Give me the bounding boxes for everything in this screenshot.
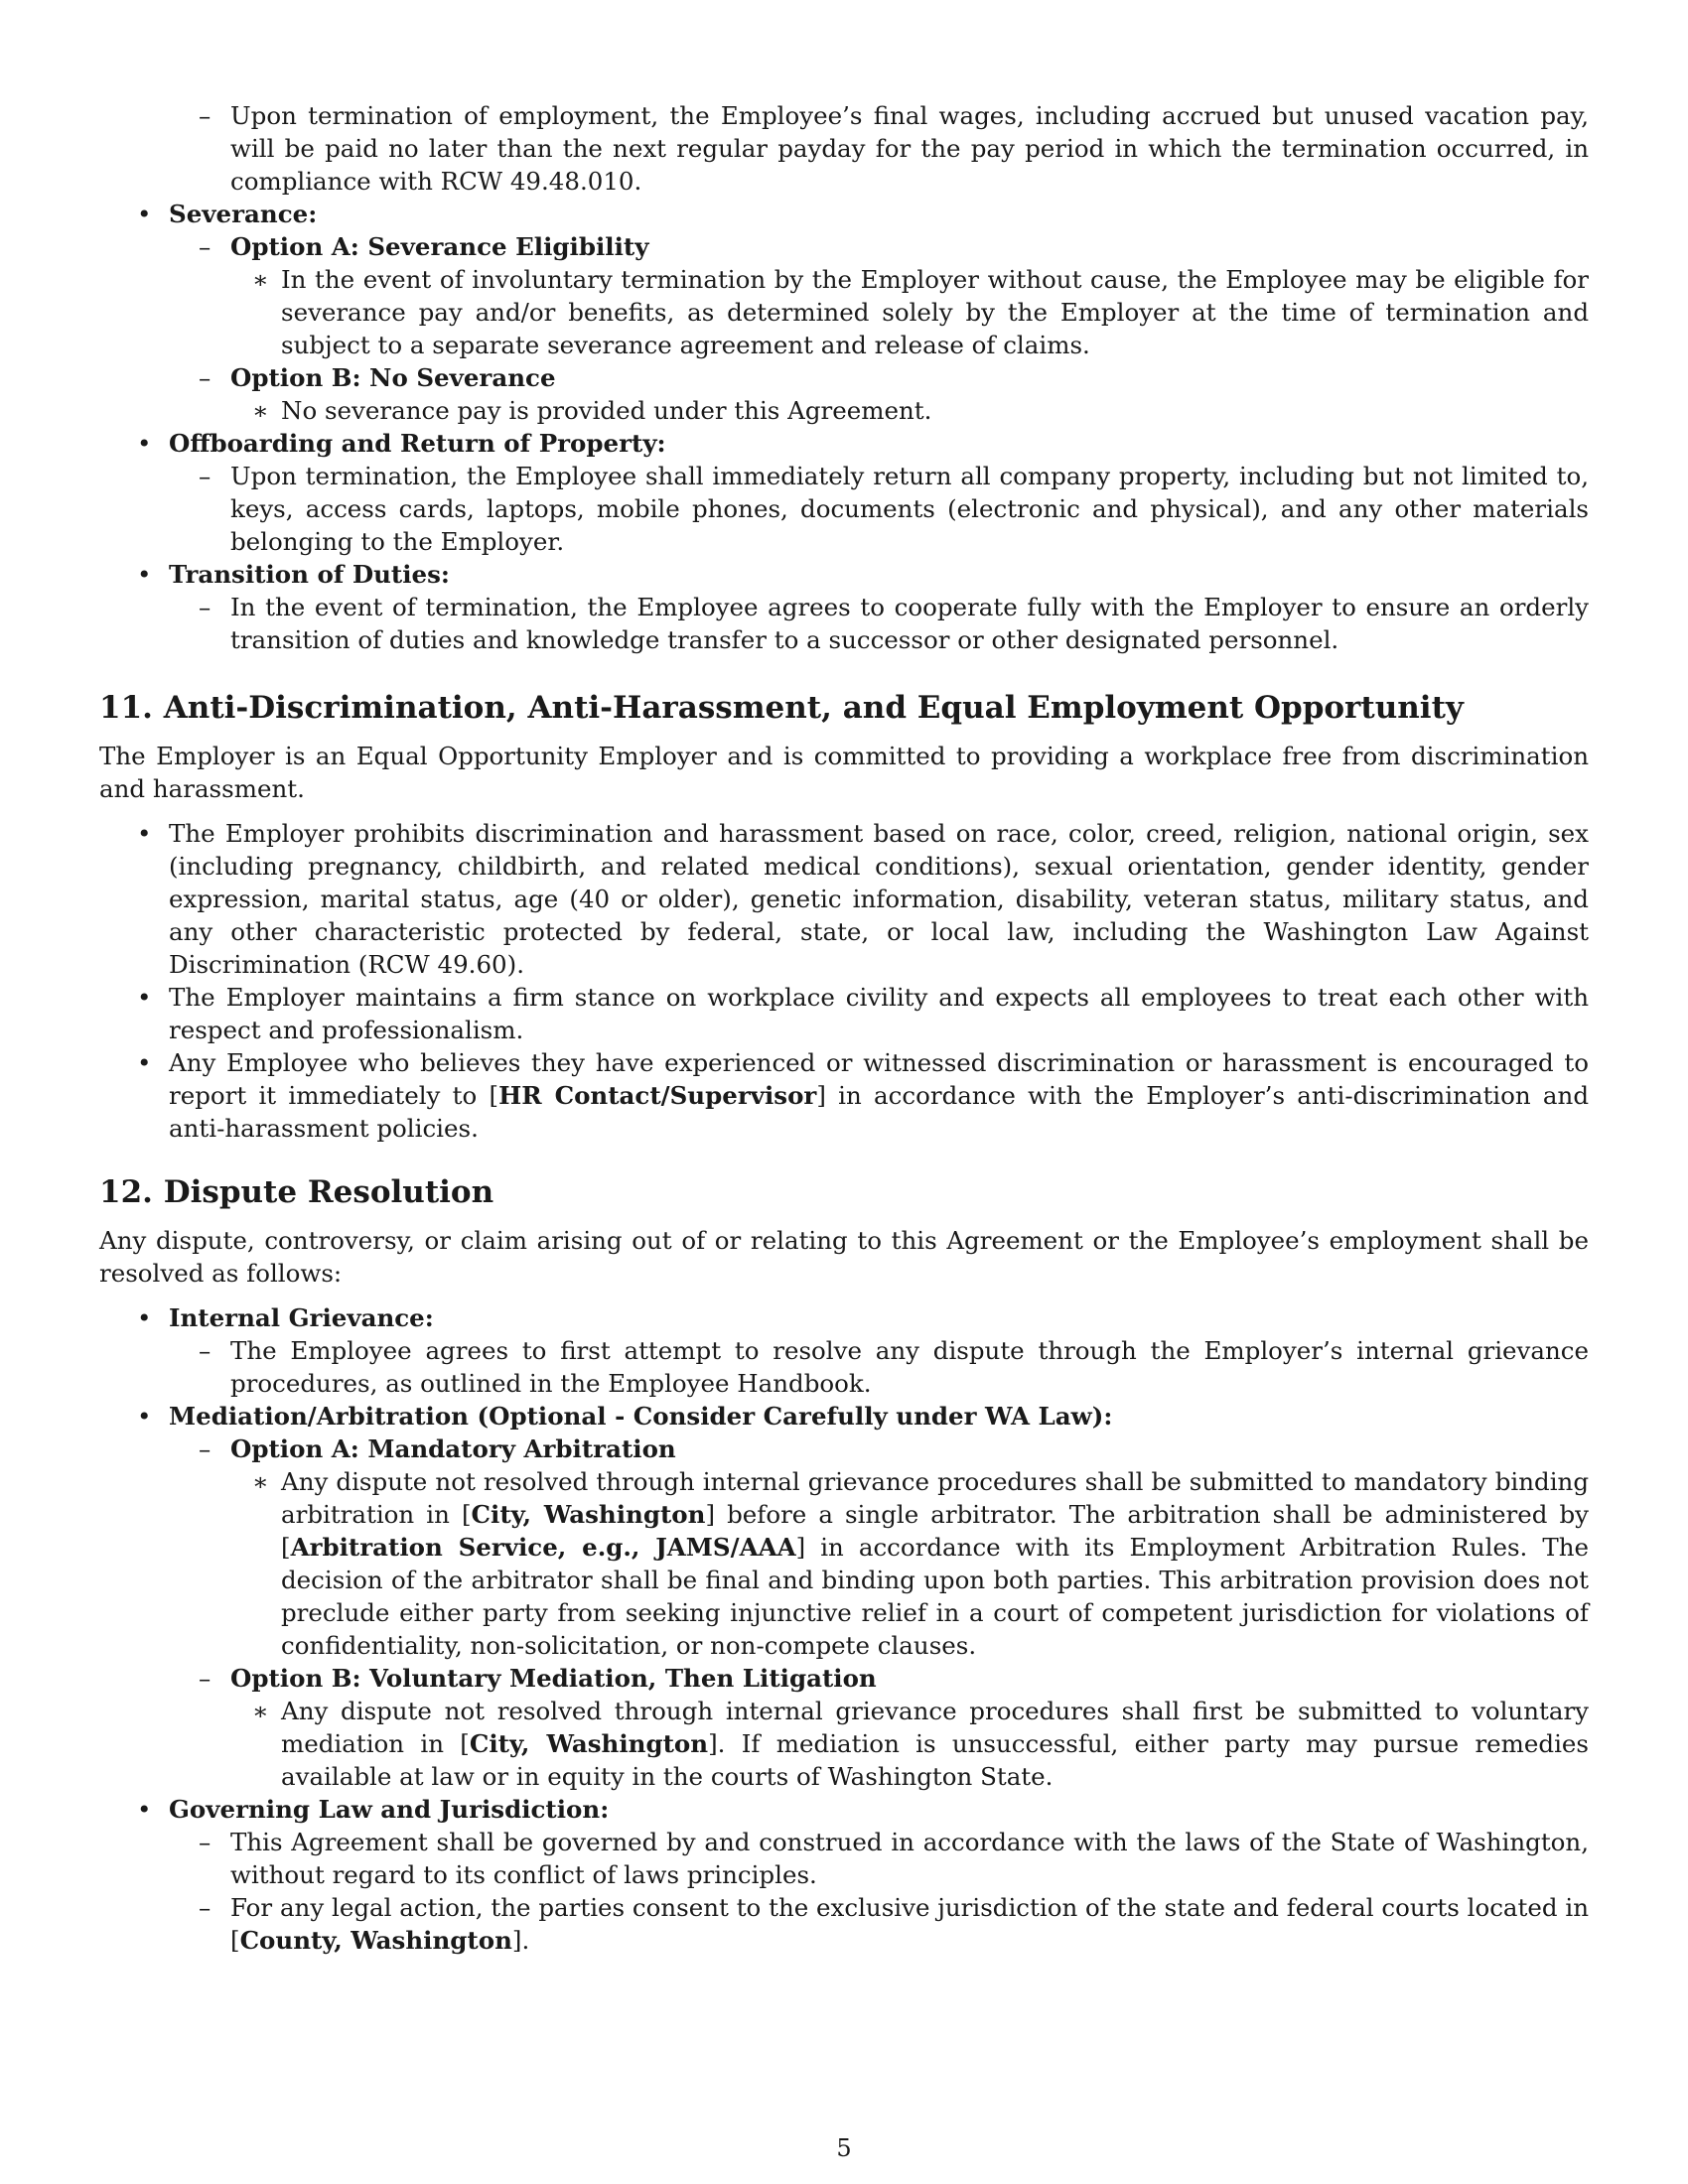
section-11-intro: The Employer is an Equal Opportunity Employer and is committed to providing a workplace free from discrimination and harassment. [99, 742, 1589, 803]
list-item: ∗ No severance pay is provided under this Agreement. [230, 394, 1589, 427]
list-item-governing-law: • Governing Law and Jurisdiction: – This Agreement shall be governed by and construed in accordance with the laws of the State of Washington, without regard to its conflict of laws principles. – For any legal action, the parties consent to the exclusive jurisdiction of the state and federal courts located in [County, Washington]. [99, 1793, 1589, 1957]
list-item: – Option A: Severance Eligibility ∗ In the event of involuntary termination by the Employer without cause, the Employee may be eligible for severance pay and/or benefits, as determined solely by the Employer at the time of termination and subject to a separate severance agreement and release of claims. [169, 230, 1589, 361]
list-item-mediation: • Mediation/Arbitration (Optional - Consider Carefully under WA Law): – Option A: Mandatory Arbitration ∗ Any dispute not resolved through internal grievance procedures shall be submitted to mandatory binding arbitration in [City, Washington] before a single arbitrator. The arbitration shall be administered by [Arbitration Service, e.g., JAMS/AAA] in accordance with its Employment Arbitration Rules. The decision of the arbitrator shall be final and binding upon both parties. This arbitration provision does not preclude either party from seeking injunctive relief in a court of competent jurisdiction for violations of confidentiality, non-solicitation, or non-compete clauses. – Option B: Voluntary Mediation, Then Litigation ∗ Any dispute not resolved through internal grievance procedures shall first be submitted to voluntary mediation in [City, Washington]. If mediation is unsuccessful, either party may pursue remedies available at law or in equity in the courts of Washington State. [99, 1400, 1589, 1793]
list-item: • The Employer prohibits discrimination and harassment based on race, color, creed, religion, national origin, sex (including pregnancy, childbirth, and related medical conditions), sexual orientation, gender identity, gender expression, marital status, age (40 or older), genetic information, disability, veteran status, military status, and any other characteristic protected by federal, state, or local law, including the Washington Law Against Discrimination (RCW 49.60). [99, 817, 1589, 981]
hr-contact-placeholder: HR Contact/Supervisor [498, 1081, 817, 1110]
list-item: • The Employer maintains a firm stance on workplace civility and expects all employees to treat each other with respect and professionalism. [99, 981, 1589, 1046]
list-item: ∗ Any dispute not resolved through internal grievance procedures shall first be submitted to voluntary mediation in [City, Washington]. If mediation is unsuccessful, either party may pursue remedies available at law or in equity in the courts of Washington State. [230, 1695, 1589, 1793]
page-number: 5 [836, 2134, 852, 2162]
list-item: – Upon termination, the Employee shall immediately return all company property, including but not limited to, keys, access cards, laptops, mobile phones, documents (electronic and physical), and any other materials belonging to the Employer. [169, 460, 1589, 558]
list-item: – In the event of termination, the Employee agrees to cooperate fully with the Employer to ensure an orderly transition of duties and knowledge transfer to a successor or other designated personnel. [169, 591, 1589, 656]
list-item-severance [99, 198, 1589, 427]
severance-label: Severance: [169, 200, 318, 228]
list-item: • Any Employee who believes they have experienced or witnessed discrimination or harassment is encouraged to report it immediately to [HR Contact/Supervisor] in accordance with the Employer’s anti-discrimination and anti-harassment policies. [99, 1046, 1589, 1145]
termination-list [99, 198, 1589, 656]
list-item-transition: • Transition of Duties: – In the event of termination, the Employee agrees to cooperate fully with the Employer to ensure an orderly transition of duties and knowledge transfer to a successor or other designated personnel. [99, 558, 1589, 656]
list-item-grievance: • Internal Grievance: – The Employee agrees to first attempt to resolve any dispute through the Employer’s internal grievance procedures, as outlined in the Employee Handbook. [99, 1301, 1589, 1400]
section-11-heading: 11. Anti-Discrimination, Anti-Harassment, and Equal Employment Opportunity [99, 690, 1464, 726]
section-12-intro: Any dispute, controversy, or claim arising out of or relating to this Agreement or the Employee’s employment shall be resolved as follows: [99, 1226, 1589, 1288]
arbitration-service-placeholder: Arbitration Service, e.g., JAMS/AAA [290, 1533, 796, 1562]
list-item: – For any legal action, the parties consent to the exclusive jurisdiction of the state and federal courts located in [County, Washington]. [169, 1891, 1589, 1957]
list-item-offboarding: • Offboarding and Return of Property: – Upon termination, the Employee shall immediately return all company property, including but not limited to, keys, access cards, laptops, mobile phones, documents (electronic and physical), and any other materials belonging to the Employer. [99, 427, 1589, 558]
list-item: – This Agreement shall be governed by and construed in accordance with the laws of the State of Washington, without regard to its conflict of laws principles. [169, 1826, 1589, 1891]
list-item: ∗ Any dispute not resolved through internal grievance procedures shall be submitted to mandatory binding arbitration in [City, Washington] before a single arbitrator. The arbitration shall be administered by [Arbitration Service, e.g., JAMS/AAA] in accordance with its Employment Arbitration Rules. The decision of the arbitrator shall be final and binding upon both parties. This arbitration provision does not preclude either party from seeking injunctive relief in a court of competent jurisdiction for violations of confidentiality, non-solicitation, or non-compete clauses. [230, 1465, 1589, 1662]
list-item: – Option B: No Severance ∗ No severance pay is provided under this Agreement. [169, 361, 1589, 427]
section-11-list [99, 817, 1589, 1145]
list-item: – Option A: Mandatory Arbitration ∗ Any dispute not resolved through internal grievance procedures shall be submitted to mandatory binding arbitration in [City, Washington] before a single arbitrator. The arbitration shall be administered by [Arbitration Service, e.g., JAMS/AAA] in accordance with its Employment Arbitration Rules. The decision of the arbitrator shall be final and binding upon both parties. This arbitration provision does not preclude either party from seeking injunctive relief in a court of competent jurisdiction for violations of confidentiality, non-solicitation, or non-compete clauses. [169, 1433, 1589, 1662]
list-item: – Upon termination of employment, the Employee’s final wages, including accrued but unused vacation pay, will be paid no later than the next regular payday for the pay period in which the termination occurred, in compliance with RCW 49.48.010. [169, 99, 1589, 198]
city-placeholder: City, Washington [471, 1500, 706, 1529]
list-item: – Option B: Voluntary Mediation, Then Litigation ∗ Any dispute not resolved through internal grievance procedures shall first be submitted to voluntary mediation in [City, Washington]. If mediation is unsuccessful, either party may pursue remedies available at law or in equity in the courts of Washington State. [169, 1662, 1589, 1793]
list-item: – The Employee agrees to first attempt to resolve any dispute through the Employer’s internal grievance procedures, as outlined in the Employee Handbook. [169, 1334, 1589, 1400]
county-placeholder: County, Washington [239, 1926, 512, 1955]
list-item: ∗ In the event of involuntary termination by the Employer without cause, the Employee may be eligible for severance pay and/or benefits, as determined solely by the Employer at the time of termination and subject to a separate severance agreement and release of claims. [230, 263, 1589, 361]
section-12-heading: 12. Dispute Resolution [99, 1174, 494, 1210]
city-placeholder: City, Washington [469, 1729, 709, 1758]
wages-sublist [169, 99, 1589, 198]
document-page [99, 99, 1589, 1957]
section-12-list [99, 1301, 1589, 1957]
